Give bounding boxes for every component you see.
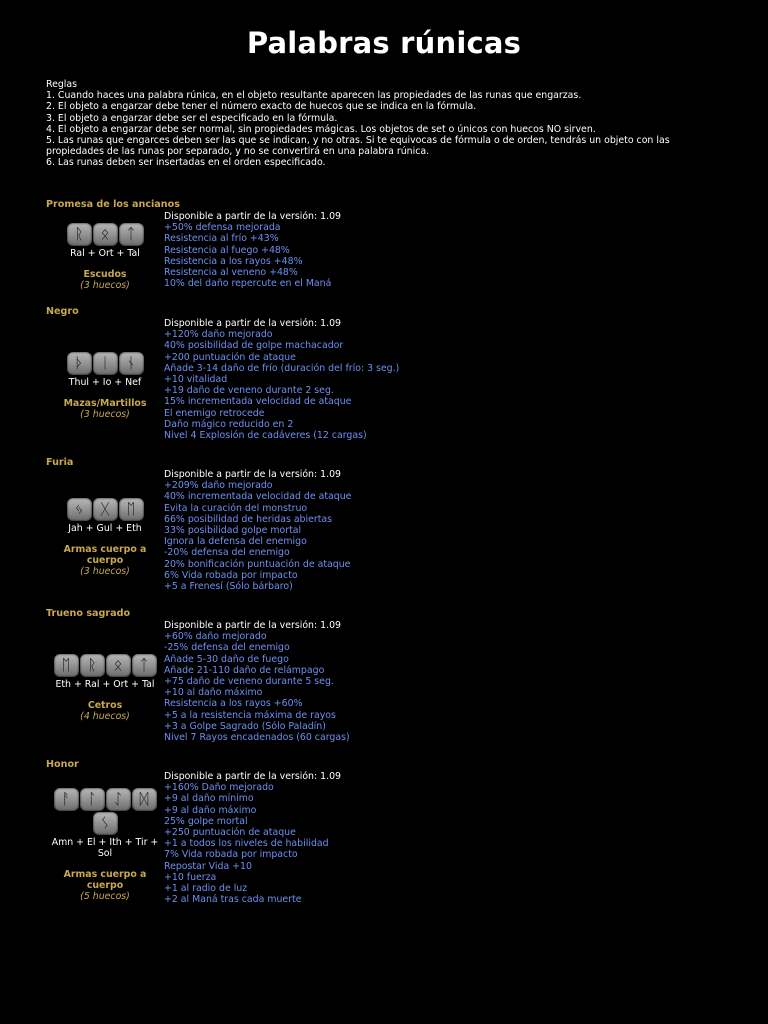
rule-item: 2. El objeto a engarzar debe tener el número exacto de huecos que se indica en la fórmula. (46, 101, 477, 113)
rune-list: Jah + Gul + Eth (68, 523, 142, 534)
property: Repostar Vida +10 (164, 860, 252, 872)
item-type: Escudos (83, 269, 127, 280)
runeword-properties (164, 620, 724, 743)
property: Ignora la defensa del enemigo (164, 536, 307, 548)
rule-item: 5. Las runas que engarces deben ser las que se indican, y no otras. Si te equivocas de fórmula o de orden, tendrás un objeto con las propiedades de las runas por separado, y no se convertirá en una palabra rúnica. (46, 135, 670, 158)
runeword-section (46, 608, 736, 744)
thul-rune-icon: ᚦ (67, 352, 92, 375)
property: 7% Vida robada por impacto (164, 849, 298, 861)
property: Añade 21-110 daño de relámpago (164, 664, 325, 676)
runeword-properties (164, 318, 724, 441)
item-type: Cetros (87, 700, 123, 711)
property: +3 a Golpe Sagrado (Sólo Paladín) (164, 720, 326, 732)
property: -25% defensa del enemigo (164, 642, 290, 654)
property: El enemigo retrocede (164, 407, 265, 419)
item-type: Armas cuerpo a cuerpo (63, 544, 147, 566)
item-type: Armas cuerpo a cuerpo (63, 869, 147, 891)
property: +5 a Frenesí (Sólo bárbaro) (164, 581, 293, 593)
property: +200 puntuación de ataque (164, 351, 296, 363)
runeword-section (46, 457, 736, 593)
ral-rune-icon: ᚱ (80, 654, 105, 677)
rule-item: 3. El objeto a engarzar debe ser el especificado en la fórmula. (46, 112, 338, 124)
property: 10% del daño repercute en el Maná (164, 278, 332, 290)
property: Añade 3-14 daño de frío (duración del frío: 3 seg.) (164, 362, 400, 374)
tal-rune-icon: ᛏ (132, 654, 157, 677)
io-rune-icon: ᛁ (93, 352, 118, 375)
property: +60% daño mejorado (164, 631, 267, 643)
property: +1 a todos los niveles de habilidad (164, 838, 329, 850)
property: +10 fuerza (164, 871, 217, 883)
runeword-recipe (46, 352, 164, 420)
property: Nivel 7 Rayos encadenados (60 cargas) (164, 732, 350, 744)
ort-rune-icon: ᛟ (106, 654, 131, 677)
sol-rune-icon: ᛊ (93, 812, 118, 835)
property: Nivel 4 Explosión de cadáveres (12 cargas) (164, 430, 367, 442)
eth-rune-icon: ᛖ (54, 654, 79, 677)
runeword-recipe (46, 498, 164, 577)
rune-list: Sol (97, 848, 113, 859)
property: +1 al radio de luz (164, 883, 248, 895)
runeword-title: Negro (46, 306, 79, 317)
item-type: Mazas/Martillos (63, 398, 147, 409)
el-rune-icon: ᛚ (80, 788, 105, 811)
property: Evita la curación del monstruo (164, 502, 308, 514)
tir-rune-icon: ᛞ (132, 788, 157, 811)
ort-rune-icon: ᛟ (93, 223, 118, 246)
runeword-title: Trueno sagrado (46, 608, 131, 619)
property: +2 al Maná tras cada muerte (164, 894, 302, 906)
version-note: Disponible a partir de la versión: 1.09 (164, 771, 342, 782)
property: +120% daño mejorado (164, 329, 273, 341)
property: +9 al daño mínimo (164, 793, 254, 805)
property: +9 al daño máximo (164, 804, 257, 816)
runeword-title: Promesa de los ancianos (46, 199, 180, 210)
page-title: Palabras rúnicas (246, 26, 522, 60)
version-note: Disponible a partir de la versión: 1.09 (164, 620, 342, 631)
runeword-title: Honor (46, 759, 79, 770)
ith-rune-icon: ᛇ (106, 788, 131, 811)
property: 40% incrementada velocidad de ataque (164, 491, 352, 503)
property: 6% Vida robada por impacto (164, 569, 298, 581)
socket-count: (5 huecos) (80, 891, 130, 902)
runeword-properties (164, 469, 724, 592)
runeword-properties (164, 771, 724, 905)
ral-rune-icon: ᚱ (67, 223, 92, 246)
property: Resistencia a los rayos +48% (164, 255, 303, 267)
runeword-recipe (46, 788, 164, 902)
runeword-section (46, 306, 736, 442)
property: 40% posibilidad de golpe machacador (164, 340, 344, 352)
version-note: Disponible a partir de la versión: 1.09 (164, 318, 342, 329)
runeword-section (46, 759, 736, 906)
rule-item: 6. Las runas deben ser insertadas en el orden especificado. (46, 157, 326, 169)
property: 15% incrementada velocidad de ataque (164, 396, 352, 408)
jah-rune-icon: ᛃ (67, 498, 92, 521)
property: Resistencia al frío +43% (164, 233, 279, 245)
version-note: Disponible a partir de la versión: 1.09 (164, 469, 342, 480)
property: +19 daño de veneno durante 2 seg. (164, 385, 334, 397)
runeword-recipe (46, 654, 164, 722)
nef-rune-icon: ᚾ (119, 352, 144, 375)
runeword-section (46, 199, 736, 291)
property: -20% defensa del enemigo (164, 547, 290, 559)
rune-list: Amn + El + Ith + Tir + (51, 837, 159, 848)
gul-rune-icon: ᚷ (93, 498, 118, 521)
socket-count: (3 huecos) (80, 280, 130, 291)
property: +10 vitalidad (164, 374, 228, 386)
property: +209% daño mejorado (164, 480, 273, 492)
amn-rune-icon: ᚨ (54, 788, 79, 811)
socket-count: (4 huecos) (80, 711, 130, 722)
socket-count: (3 huecos) (80, 409, 130, 420)
rune-list: Ral + Ort + Tal (70, 248, 140, 259)
property: 25% golpe mortal (164, 815, 248, 827)
property: Resistencia al veneno +48% (164, 267, 298, 279)
socket-count: (3 huecos) (80, 566, 130, 577)
property: +10 al daño máximo (164, 687, 263, 699)
rules-heading: Reglas (46, 79, 78, 90)
property: Resistencia al fuego +48% (164, 244, 290, 256)
runeword-properties (164, 211, 724, 289)
property: +50% defensa mejorada (164, 222, 281, 234)
runeword-title: Furia (46, 457, 74, 468)
property: Daño mágico reducido en 2 (164, 418, 294, 430)
rune-list: Thul + Io + Nef (68, 377, 142, 388)
property: Resistencia a los rayos +60% (164, 698, 303, 710)
eth-rune-icon: ᛖ (119, 498, 144, 521)
tal-rune-icon: ᛏ (119, 223, 144, 246)
rules-block (46, 79, 726, 169)
rune-list: Eth + Ral + Ort + Tal (55, 679, 155, 690)
property: +75 daño de veneno durante 5 seg. (164, 676, 334, 688)
property: +160% Daño mejorado (164, 782, 274, 794)
property: 20% bonificación puntuación de ataque (164, 558, 351, 570)
property: +250 puntuación de ataque (164, 827, 296, 839)
property: +5 a la resistencia máxima de rayos (164, 709, 336, 721)
version-note: Disponible a partir de la versión: 1.09 (164, 211, 342, 222)
property: 33% posibilidad golpe mortal (164, 525, 302, 537)
property: 66% posibilidad de heridas abiertas (164, 513, 333, 525)
rule-item: 4. El objeto a engarzar debe ser normal, sin propiedades mágicas. Los objetos de set o únicos con huecos NO sirven. (46, 123, 596, 135)
rule-item: 1. Cuando haces una palabra rúnica, en el objeto resultante aparecen las propiedades de las runas que engarzas. (46, 90, 582, 102)
runeword-recipe (46, 223, 164, 291)
property: Añade 5-30 daño de fuego (164, 653, 289, 665)
